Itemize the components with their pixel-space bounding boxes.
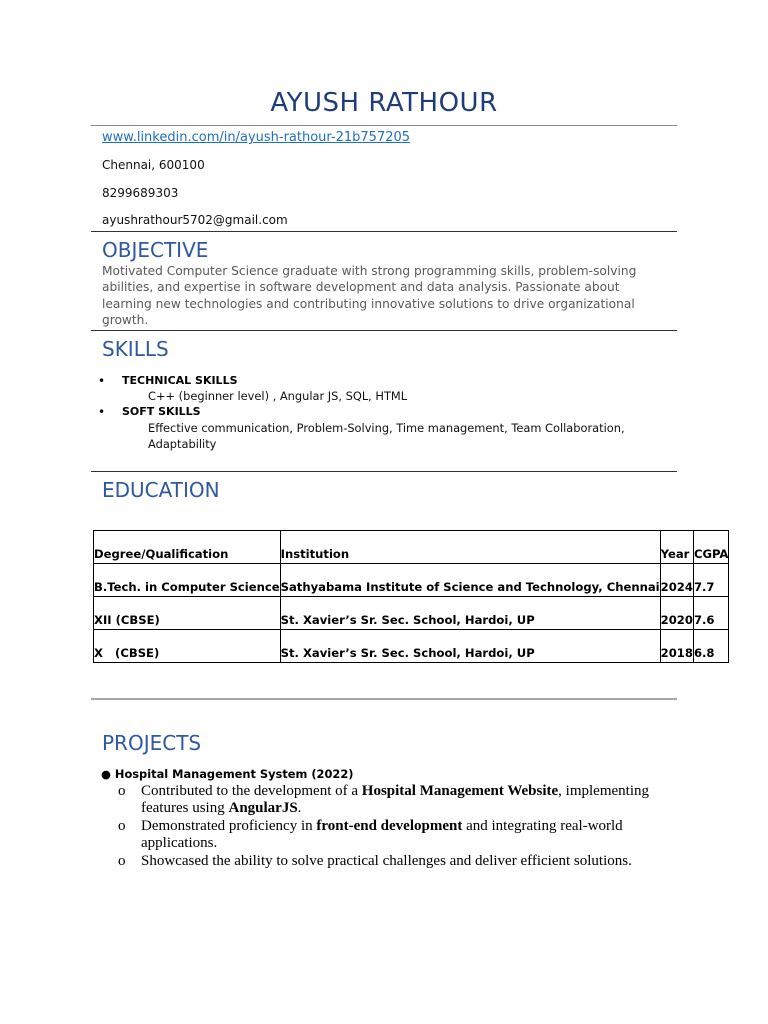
skill-detail-soft: Effective communication, Problem-Solving, Time management, Team Collaboration, Adaptability bbox=[148, 421, 625, 451]
list-item bbox=[118, 783, 678, 817]
table-header-row bbox=[94, 531, 729, 564]
table-row bbox=[94, 630, 729, 663]
email-text: ayushrathour5702@gmail.com bbox=[102, 213, 288, 227]
objective-heading: OBJECTIVE bbox=[102, 238, 209, 262]
cell-year: 2024 bbox=[660, 564, 693, 597]
project-bullet: ● bbox=[101, 767, 111, 781]
column-header-degree: Degree/Qualification bbox=[94, 531, 281, 564]
project-points bbox=[118, 783, 678, 871]
list-marker: o bbox=[118, 783, 126, 799]
projects-heading: PROJECTS bbox=[102, 731, 202, 755]
list-item-text: Showcased the ability to solve practical challenges and deliver efficient solutions. bbox=[141, 853, 632, 869]
list-item bbox=[118, 853, 678, 870]
list-item-text: Demonstrated proficiency in front-end development and integrating real-world applications. bbox=[141, 818, 623, 851]
candidate-name: AYUSH RATHOUR bbox=[270, 88, 498, 118]
header-divider bbox=[91, 125, 677, 126]
objective-text: Motivated Computer Science graduate with strong programming skills, problem-solving abilities, and expertise in software development and data analysis. Passionate about learning new technologies and contributing innovative solutions to drive organizational growth. bbox=[102, 264, 637, 327]
list-marker: o bbox=[118, 818, 126, 834]
education-divider bbox=[91, 698, 677, 700]
list-marker: o bbox=[118, 853, 126, 869]
skill-bullet: • bbox=[98, 405, 106, 419]
skill-title-technical: TECHNICAL SKILLS bbox=[122, 374, 238, 387]
skills-heading: SKILLS bbox=[102, 337, 169, 361]
cell-cgpa: 7.7 bbox=[693, 564, 728, 597]
cell-institution: St. Xavier’s Sr. Sec. School, Hardoi, UP bbox=[280, 630, 660, 663]
column-header-cgpa: CGPA bbox=[693, 531, 728, 564]
cell-degree: B.Tech. in Computer Science bbox=[94, 564, 281, 597]
education-heading: EDUCATION bbox=[102, 478, 220, 502]
skill-detail-technical: C++ (beginner level) , Angular JS, SQL, HTML bbox=[148, 389, 408, 403]
cell-degree: XII (CBSE) bbox=[94, 597, 281, 630]
contact-divider bbox=[91, 231, 677, 232]
skill-title-soft: SOFT SKILLS bbox=[122, 405, 201, 418]
cell-institution: Sathyabama Institute of Science and Technology, Chennai bbox=[280, 564, 660, 597]
skills-divider bbox=[91, 471, 677, 472]
cell-institution: St. Xavier’s Sr. Sec. School, Hardoi, UP bbox=[280, 597, 660, 630]
table-row bbox=[94, 597, 729, 630]
phone-text: 8299689303 bbox=[102, 186, 179, 200]
list-item-text: Contributed to the development of a Hospital Management Website, implementing features using AngularJS. bbox=[141, 783, 649, 816]
objective-divider bbox=[91, 330, 677, 331]
linkedin-link[interactable]: www.linkedin.com/in/ayush-rathour-21b757205 bbox=[102, 130, 411, 145]
location-text: Chennai, 600100 bbox=[102, 158, 205, 172]
column-header-year: Year bbox=[660, 531, 693, 564]
project-title bbox=[101, 767, 353, 781]
list-item bbox=[118, 818, 678, 852]
table-row bbox=[94, 564, 729, 597]
cell-year: 2018 bbox=[660, 630, 693, 663]
education-table bbox=[93, 530, 729, 663]
cell-cgpa: 6.8 bbox=[693, 630, 728, 663]
skill-bullet: • bbox=[98, 374, 106, 388]
project-title-text: Hospital Management System (2022) bbox=[114, 767, 354, 781]
cell-year: 2020 bbox=[660, 597, 693, 630]
cell-degree: X (CBSE) bbox=[94, 630, 281, 663]
column-header-institution: Institution bbox=[280, 531, 660, 564]
cell-cgpa: 7.6 bbox=[693, 597, 728, 630]
